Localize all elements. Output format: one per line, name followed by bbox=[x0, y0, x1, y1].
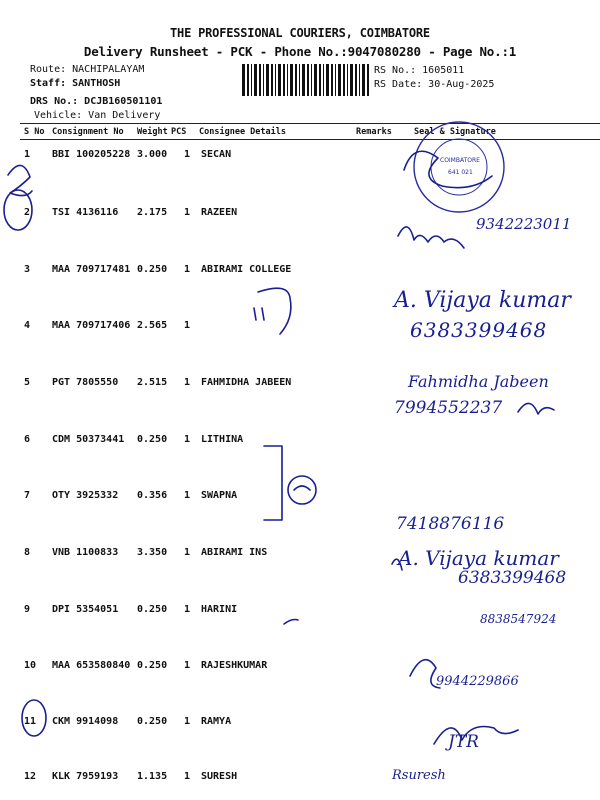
cell-pcs: 1 bbox=[184, 207, 191, 218]
cell-consignee: ABIRAMI INS bbox=[201, 547, 268, 558]
signature-row2 bbox=[398, 227, 464, 248]
cell-pcs: 1 bbox=[184, 716, 191, 727]
col-pcs: PCS bbox=[171, 127, 187, 137]
cell-consignee: ABIRAMI COLLEGE bbox=[201, 264, 292, 275]
hand-row5-phone: 7994552237 bbox=[394, 398, 503, 418]
cell-consignee: RAJESHKUMAR bbox=[201, 660, 268, 671]
cell-sno: 9 bbox=[24, 604, 31, 615]
col-consignment: Consignment No bbox=[52, 127, 124, 137]
cell-consignment: KLK 7959193 bbox=[52, 771, 119, 782]
cell-consignment: BBI 100205228 bbox=[52, 149, 131, 160]
cell-weight: 3.350 bbox=[137, 547, 168, 558]
cell-pcs: 1 bbox=[184, 771, 191, 782]
col-consignee: Consignee Details bbox=[199, 127, 286, 137]
hand-row3-name: A. Vijaya kumar bbox=[394, 288, 571, 313]
hand-row10-phone: 9944229866 bbox=[436, 674, 519, 689]
cell-consignment: DPI 5354051 bbox=[52, 604, 119, 615]
cell-weight: 0.250 bbox=[137, 604, 168, 615]
cell-consignment: TSI 4136116 bbox=[52, 207, 119, 218]
hand-row8-name: A. Vijaya kumar bbox=[398, 546, 559, 570]
hand-row8-phone: 6383399468 bbox=[458, 568, 567, 588]
stamp-line-2: 641 021 bbox=[448, 169, 473, 176]
cell-sno: 4 bbox=[24, 320, 31, 331]
hand-row7-phone: 7418876116 bbox=[396, 514, 505, 534]
cell-sno: 2 bbox=[24, 207, 31, 218]
rs-number: RS No.: 1605011 bbox=[374, 65, 465, 76]
cell-sno: 5 bbox=[24, 377, 31, 388]
col-remarks: Remarks bbox=[356, 127, 392, 137]
hand-row2-phone: 9342223011 bbox=[476, 215, 572, 233]
cell-pcs: 1 bbox=[184, 264, 191, 275]
cell-pcs: 1 bbox=[184, 434, 191, 445]
cell-sno: 11 bbox=[24, 716, 37, 727]
cell-weight: 2.565 bbox=[137, 320, 168, 331]
stamp-line-1: COIMBATORE bbox=[440, 157, 480, 164]
cell-consignment: MAA 709717481 bbox=[52, 264, 131, 275]
cell-weight: 0.250 bbox=[137, 434, 168, 445]
cell-consignment: VNB 1100833 bbox=[52, 547, 119, 558]
company-title: THE PROFESSIONAL COURIERS, COIMBATORE bbox=[170, 26, 430, 40]
hand-row5-name: Fahmidha Jabeen bbox=[408, 372, 549, 391]
signature-row5 bbox=[518, 403, 554, 414]
cell-consignment: MAA 653580840 bbox=[52, 660, 131, 671]
cell-sno: 1 bbox=[24, 149, 31, 160]
company-seal-stamp bbox=[404, 122, 504, 212]
cell-consignment: CKM 9914098 bbox=[52, 716, 119, 727]
bracket-mark-row7 bbox=[264, 446, 282, 520]
cell-pcs: 1 bbox=[184, 149, 191, 160]
vehicle-label: Vehicle: Van Delivery bbox=[34, 110, 161, 121]
cell-weight: 2.175 bbox=[137, 207, 168, 218]
cell-weight: 0.250 bbox=[137, 716, 168, 727]
cell-consignee: HARINI bbox=[201, 604, 238, 615]
cell-sno: 7 bbox=[24, 490, 31, 501]
col-weight: Weight bbox=[137, 127, 168, 137]
cell-consignee: LITHINA bbox=[201, 434, 244, 445]
hand-row12-name: Rsuresh bbox=[392, 768, 446, 783]
cell-weight: 0.250 bbox=[137, 264, 168, 275]
cell-sno: 10 bbox=[24, 660, 37, 671]
dash-mark-row9 bbox=[284, 620, 298, 625]
cell-pcs: 1 bbox=[184, 377, 191, 388]
col-seal-signature: Seal & Signature bbox=[414, 127, 496, 137]
route-label: Route: NACHIPALAYAM bbox=[30, 64, 145, 75]
cell-consignee: SWAPNA bbox=[201, 490, 238, 501]
eleven-mark-row4 bbox=[254, 308, 264, 320]
cell-consignee: SURESH bbox=[201, 771, 238, 782]
cell-consignment: MAA 709717406 bbox=[52, 320, 131, 331]
cell-sno: 6 bbox=[24, 434, 31, 445]
cell-pcs: 1 bbox=[184, 320, 191, 331]
cell-consignee: SECAN bbox=[201, 149, 232, 160]
cell-pcs: 1 bbox=[184, 490, 191, 501]
cell-consignee: RAZEEN bbox=[201, 207, 238, 218]
hand-row9-phone: 8838547924 bbox=[480, 612, 557, 626]
cell-weight: 3.000 bbox=[137, 149, 168, 160]
cell-consignee: RAMYA bbox=[201, 716, 232, 727]
cell-sno: 3 bbox=[24, 264, 31, 275]
cell-weight: 0.356 bbox=[137, 490, 168, 501]
cell-pcs: 1 bbox=[184, 660, 191, 671]
cell-sno: 8 bbox=[24, 547, 31, 558]
hand-row11-initials: JTR bbox=[448, 732, 479, 752]
circled-mark-row7 bbox=[288, 476, 316, 504]
cell-consignment: PGT 7805550 bbox=[52, 377, 119, 388]
margin-mark-row1 bbox=[8, 165, 32, 195]
rs-date: RS Date: 30-Aug-2025 bbox=[374, 79, 495, 90]
cell-pcs: 1 bbox=[184, 547, 191, 558]
cell-weight: 1.135 bbox=[137, 771, 168, 782]
col-sno: S No bbox=[24, 127, 45, 137]
cell-sno: 12 bbox=[24, 771, 37, 782]
cell-pcs: 1 bbox=[184, 604, 191, 615]
hand-row4-phone: 6383399468 bbox=[410, 318, 548, 342]
cell-consignment: OTY 3925332 bbox=[52, 490, 119, 501]
drs-number: DRS No.: DCJB160501101 bbox=[30, 96, 163, 107]
staff-label: Staff: SANTHOSH bbox=[30, 78, 121, 89]
cell-consignee: FAHMIDHA JABEEN bbox=[201, 377, 292, 388]
runsheet-subtitle: Delivery Runsheet - PCK - Phone No.:9047080280 - Page No.:1 bbox=[83, 44, 517, 59]
circled-sno-11 bbox=[22, 700, 46, 736]
cell-consignment: CDM 50373441 bbox=[52, 434, 125, 445]
circled-mark-row7-squiggle bbox=[294, 486, 310, 490]
cell-weight: 2.515 bbox=[137, 377, 168, 388]
cell-weight: 0.250 bbox=[137, 660, 168, 671]
